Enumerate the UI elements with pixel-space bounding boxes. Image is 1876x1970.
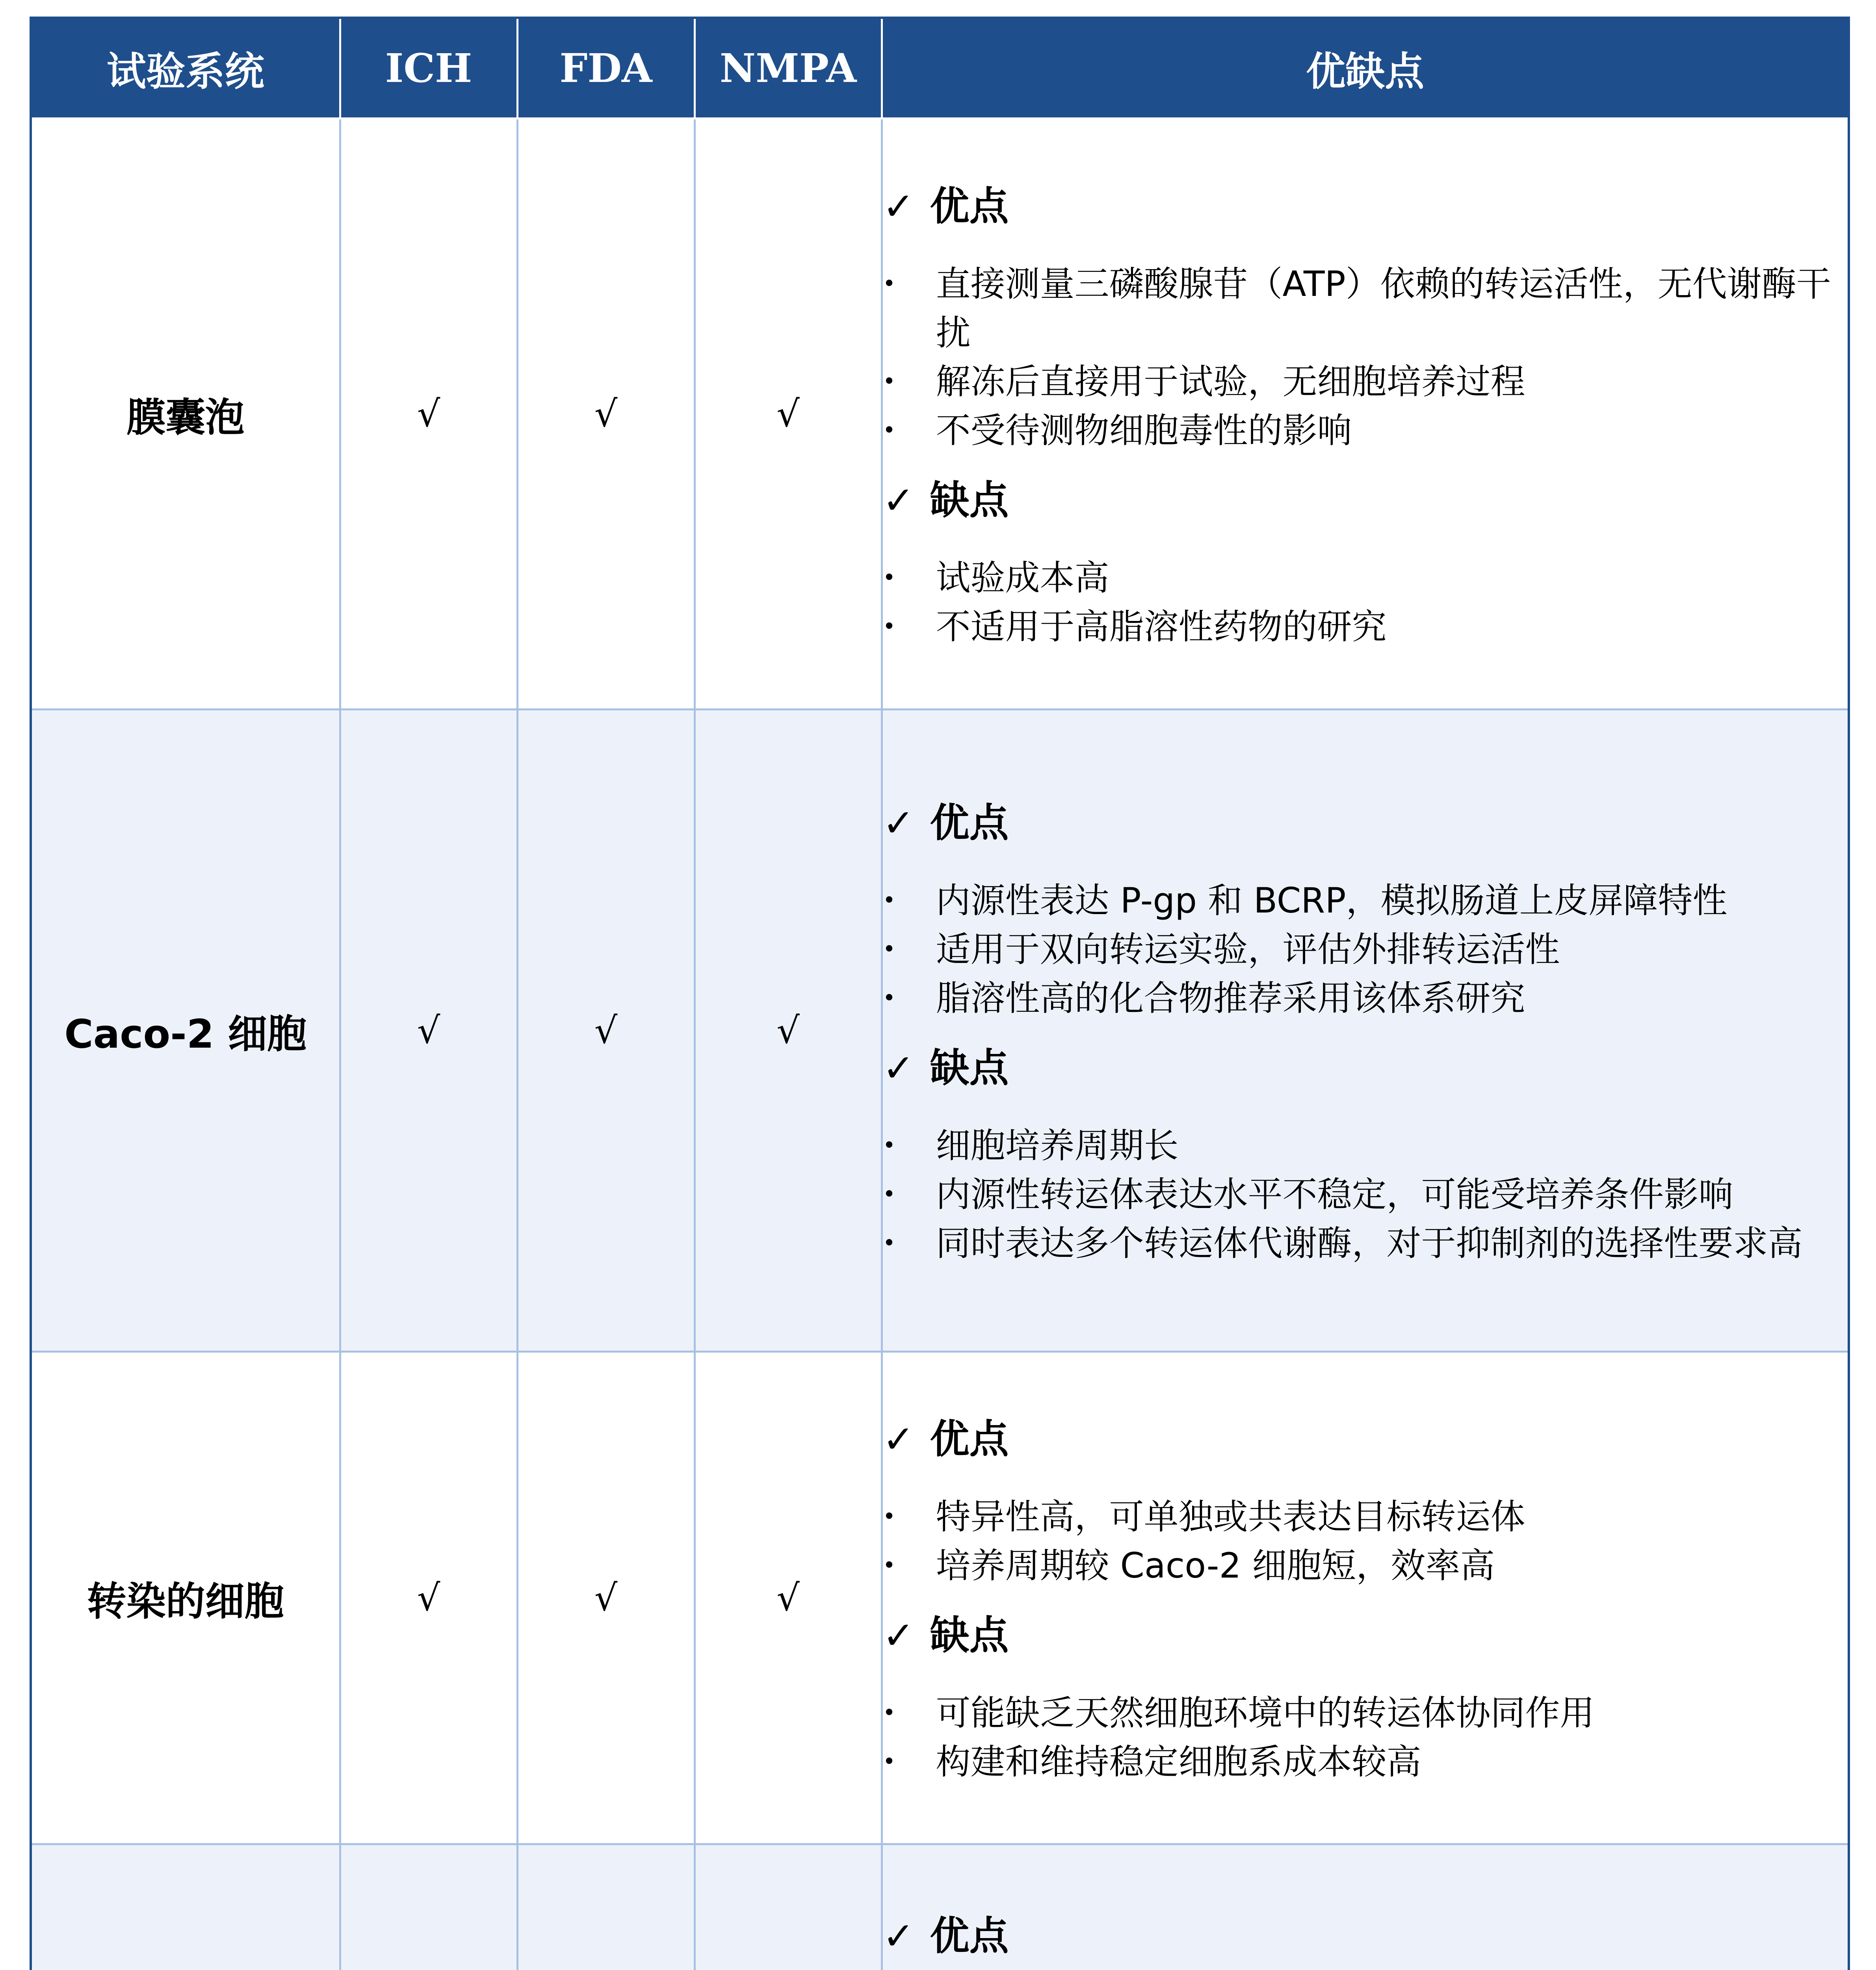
nmpa-mark [695, 1844, 882, 1970]
cons-label: 缺点 [930, 1044, 1009, 1091]
cons-list [883, 1689, 1848, 1786]
header-nmpa: NMPA [695, 18, 882, 119]
ich-mark: √ [340, 119, 517, 710]
bullet-icon: • [882, 368, 896, 394]
bullet-icon: • [882, 271, 896, 297]
list-item [883, 602, 1848, 651]
comparison-table [30, 17, 1850, 1970]
check-icon: ✓ [882, 1417, 914, 1461]
list-item [883, 1541, 1848, 1590]
list-item [883, 1170, 1848, 1219]
pros-item-text: 适用于双向转运实验，评估外排转运活性 [936, 929, 1560, 970]
fda-mark: √ [517, 1352, 695, 1844]
system-name [31, 1844, 340, 1970]
header-ich: ICH [340, 18, 517, 119]
ich-mark [340, 1844, 517, 1970]
bullet-icon: • [882, 887, 896, 913]
list-item [883, 406, 1848, 455]
bullet-icon: • [882, 1700, 896, 1726]
pros-list [883, 876, 1848, 1023]
check-icon: ✓ [882, 1613, 914, 1658]
list-item [883, 260, 1848, 357]
bullet-icon: • [882, 985, 896, 1011]
header-fda: FDA [517, 18, 695, 119]
bullet-icon: • [882, 936, 896, 962]
list-item [883, 554, 1848, 602]
ich-mark: √ [340, 710, 517, 1352]
bullet-icon: • [882, 1230, 896, 1256]
list-item [883, 1738, 1848, 1786]
fda-mark: √ [517, 710, 695, 1352]
pros-heading [883, 177, 1848, 236]
table-body [31, 119, 1849, 1970]
system-name: 膜囊泡 [31, 119, 340, 710]
nmpa-mark: √ [695, 1352, 882, 1844]
pros-item-text: 不受待测物细胞毒性的影响 [936, 410, 1352, 451]
bullet-icon: • [882, 1181, 896, 1207]
cons-heading [883, 1039, 1848, 1098]
list-item [883, 925, 1848, 974]
list-item [883, 876, 1848, 925]
pros-heading [883, 794, 1848, 853]
list-item [883, 357, 1848, 406]
cons-item-text: 可能缺乏天然细胞环境中的转运体协同作用 [936, 1692, 1595, 1733]
system-name: 转染的细胞 [31, 1352, 340, 1844]
fda-mark: √ [517, 119, 695, 710]
nmpa-mark: √ [695, 710, 882, 1352]
cons-item-text: 同时表达多个转运体代谢酶，对于抑制剂的选择性要求高 [936, 1223, 1803, 1264]
pros-cons-cell [882, 710, 1849, 1352]
pros-item-text: 解冻后直接用于试验，无细胞培养过程 [936, 361, 1525, 402]
pros-list [883, 1492, 1848, 1590]
cons-item-text: 试验成本高 [936, 557, 1109, 598]
pros-item-text: 培养周期较 Caco-2 细胞短，效率高 [936, 1545, 1495, 1586]
pros-label: 优点 [930, 1416, 1009, 1462]
pros-item-text: 内源性表达 P-gp 和 BCRP，模拟肠道上皮屏障特性 [936, 880, 1727, 921]
ich-mark: √ [340, 1352, 517, 1844]
pros-heading [883, 1907, 1848, 1966]
fda-mark [517, 1844, 695, 1970]
cons-heading [883, 1606, 1848, 1665]
bullet-icon: • [882, 417, 896, 443]
pros-label: 优点 [930, 1913, 1009, 1959]
pros-heading [883, 1410, 1848, 1469]
cons-item-text: 不适用于高脂溶性药物的研究 [936, 606, 1387, 647]
check-icon: ✓ [882, 478, 914, 522]
header-pros-cons: 优缺点 [882, 18, 1849, 119]
nmpa-mark: √ [695, 119, 882, 710]
bullet-icon: • [882, 1504, 896, 1530]
table-row [31, 1844, 1849, 1970]
table-row [31, 119, 1849, 710]
check-icon: ✓ [882, 1046, 914, 1090]
system-name: Caco-2 细胞 [31, 710, 340, 1352]
cons-heading [883, 471, 1848, 530]
pros-cons-cell [882, 1844, 1849, 1970]
pros-label: 优点 [930, 799, 1009, 846]
bullet-icon: • [882, 613, 896, 639]
bullet-icon: • [882, 565, 896, 591]
list-item [883, 1689, 1848, 1738]
cons-item-text: 构建和维持稳定细胞系成本较高 [936, 1741, 1421, 1782]
cons-label: 缺点 [930, 477, 1009, 523]
cons-item-text: 细胞培养周期长 [936, 1125, 1179, 1166]
pros-list [883, 260, 1848, 455]
list-item [883, 1492, 1848, 1541]
check-icon: ✓ [882, 801, 914, 845]
check-icon: ✓ [882, 184, 914, 229]
header-row [31, 18, 1849, 119]
cons-list [883, 1121, 1848, 1268]
list-item [883, 974, 1848, 1023]
pros-cons-cell [882, 1352, 1849, 1844]
header-system: 试验系统 [31, 18, 340, 119]
list-item [883, 1121, 1848, 1170]
bullet-icon: • [882, 1132, 896, 1158]
pros-item-text: 特异性高，可单独或共表达目标转运体 [936, 1496, 1525, 1537]
cons-label: 缺点 [930, 1612, 1009, 1658]
pros-item-text: 直接测量三磷酸腺苷（ATP）依赖的转运活性，无代谢酶干扰 [936, 263, 1831, 353]
check-icon: ✓ [882, 1914, 914, 1959]
pros-item-text: 脂溶性高的化合物推荐采用该体系研究 [936, 978, 1525, 1018]
pros-cons-cell [882, 119, 1849, 710]
list-item [883, 1219, 1848, 1268]
bullet-icon: • [882, 1552, 896, 1578]
pros-label: 优点 [930, 183, 1009, 229]
cons-list [883, 554, 1848, 651]
table-row [31, 1352, 1849, 1844]
cons-item-text: 内源性转运体表达水平不稳定，可能受培养条件影响 [936, 1174, 1733, 1215]
table-row [31, 710, 1849, 1352]
bullet-icon: • [882, 1749, 896, 1775]
